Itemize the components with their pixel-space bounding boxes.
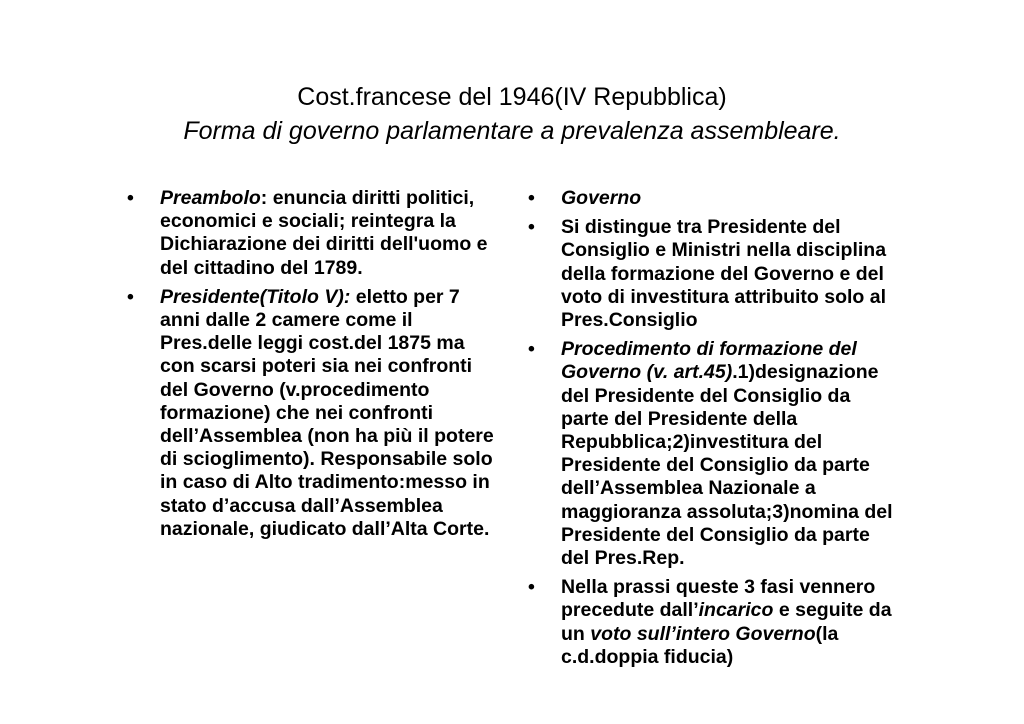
procedimento-term: Procedimento di formazione del Governo (v. art.45: [561, 338, 857, 384]
right-bullet-list: [528, 187, 900, 675]
bullet-presidente: [127, 286, 499, 541]
preambolo-text: : enuncia diritti politici, economici e sociali; reintegra la Dichiarazione dei diritti dell'uomo e del cittadino del 1789.: [160, 187, 488, 279]
bullet-dot-icon: •: [528, 576, 535, 599]
governo-heading: Governo: [561, 187, 642, 209]
preambolo-term: Preambolo: [160, 187, 261, 209]
prassi-text-2: e seguite da un: [561, 599, 892, 645]
bullet-preambolo: [127, 187, 499, 280]
bullet-dot-icon: •: [127, 187, 134, 209]
bullet-dot-icon: •: [528, 338, 535, 361]
bullet-dot-icon: •: [528, 187, 535, 209]
distinzione-text: Si distingue tra Presidente del Consiglio e Ministri nella disciplina della formazione del Governo e del voto di investitura attribuito solo al Pres.Consiglio: [561, 216, 887, 332]
procedimento-text: .1)designazione del Presidente del Consiglio da parte del Presidente della Repubblica;2)investitura del Presidente del Consiglio da parte dell’Assemblea Nazionale a maggioranza assoluta;3)nomina del Presidente del Consiglio da parte del Pres.Rep.: [561, 361, 893, 570]
presidente-text: eletto per 7 anni dalle 2 camere come il Pres.delle leggi cost.del 1875 ma con scarsi poteri sia nei confronti del Governo (v.procedimento formazione) che nei confronti dell’Assemblea (non ha più il potere di scioglimento). Responsabile solo in caso di Alto tradimento:messo in stato d’accusa dall’Assemblea nazionale, giudicato dall’Alta Corte.: [160, 285, 494, 540]
prassi-text-1: Nella prassi queste 3 fasi vennero precedute dall’: [561, 576, 876, 622]
bullet-procedimento: [528, 338, 900, 570]
presidente-term: Presidente(Titolo V):: [160, 285, 351, 308]
bullet-dot-icon: •: [127, 285, 134, 308]
bullet-governo: [528, 187, 900, 210]
bullet-distinzione: [528, 216, 900, 332]
procedimento-paren: ): [725, 361, 733, 384]
prassi-incarico: incarico: [698, 599, 774, 622]
bullet-dot-icon: •: [528, 216, 535, 239]
bullet-prassi: [528, 576, 900, 669]
title-line-1: Cost.francese del 1946(IV Repubblica): [297, 83, 727, 111]
prassi-text-3: (la c.d.doppia fiducia): [561, 622, 839, 668]
slide-title: [0, 80, 1024, 148]
prassi-voto: voto sull’intero Governo: [590, 622, 816, 645]
left-bullet-list: [127, 187, 499, 547]
title-line-2: Forma di governo parlamentare a prevalenza assembleare.: [183, 117, 841, 145]
